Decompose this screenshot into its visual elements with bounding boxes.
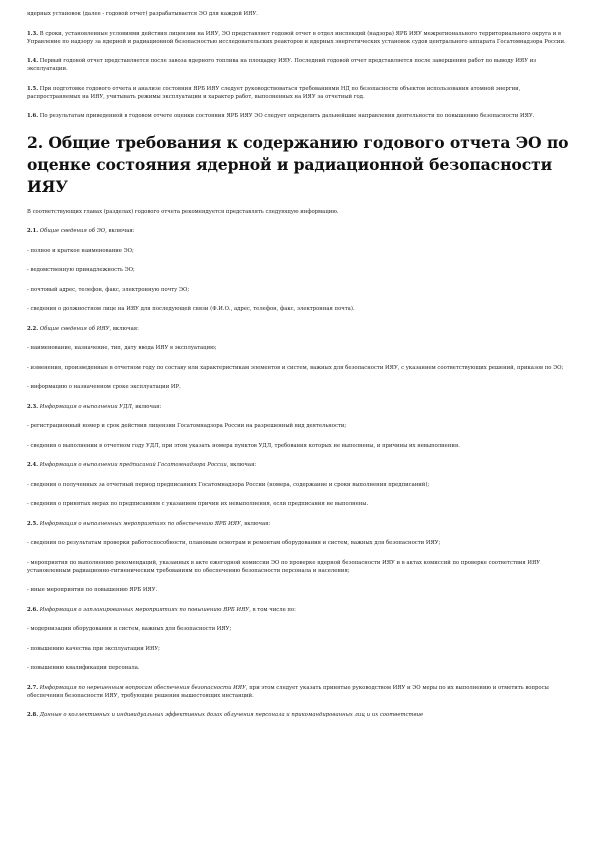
paragraph-continuation (27, 10, 569, 18)
paragraph-1-4 (27, 57, 569, 73)
list-item: - ведомственную принадлежность ЭО; (27, 267, 135, 273)
list-item: - наименование, назначение, тип, дату ввода ИЯУ в эксплуатацию; (27, 345, 217, 351)
list-item: - иные мероприятия по повышению ЯРБ ИЯУ. (27, 587, 158, 593)
clause-title: Общие сведения об ИЯУ (38, 325, 110, 332)
clause-number: 2.7. (27, 684, 39, 691)
list-item: - мероприятия по выполнению рекомендаций, указанных в акте ежегодной комиссии ЭО по проверке ядерной безопасности ИЯУ и в актах комиссий по проверке соответствия ИЯУ установленным радиационно-гигиеническим требованиям по обеспечению безопасности персонала и населения; (27, 559, 541, 574)
paragraph-text: Первый годовой отчет представляется после завоза ядерного топлива на площадку ИЯУ. Последний годовой отчет представляется после завершения работ по выводу ИЯУ из эксплуатации. (27, 58, 537, 72)
paragraph-1-3 (27, 30, 569, 46)
clause-suffix: , при этом следует указать принятые руководством ИЯУ и ЭО меры по их выполнению и отметить вопросы обеспечения безопасности ИЯУ, требующие решения вышестоящих инстанций. (27, 684, 549, 699)
paragraph-text: ядерных установок (далее - годовой отчет) разрабатывается ЭО для каждой ИЯУ. (27, 11, 258, 17)
clause-number: 2.4. (27, 462, 39, 468)
paragraph-text: В сроки, установленные условиями действия лицензии на ИЯУ, ЭО представляет годовой отчет в отдел инспекций (надзора) ЯРБ ИЯУ межрегионального территориального округа и в Управление по надзору за ядерной и радиационной безопасностью исследовательских реакторов и ядерных энергетических установок судов центрального аппарата Госатомнадзора России. (27, 30, 566, 45)
clause-2-4 (27, 461, 569, 469)
clause-2-7 (27, 684, 569, 700)
clause-title: Информация о запланированных мероприятиях по повышению ЯРБ ИЯУ (38, 606, 250, 613)
clause-number: 1.6. (27, 113, 39, 119)
clause-number: 2.3. (27, 403, 39, 410)
clause-2-5 (27, 520, 569, 528)
clause-number: 1.5. (27, 85, 39, 92)
clause-title: Данные о коллективных и индивидуальных эффективных дозах облучения персонала и прикомандированных лиц и их соответствие (38, 712, 424, 718)
clause-2-1 (27, 227, 569, 235)
clause-number: 2.5. (27, 520, 39, 527)
clause-number: 2.2. (27, 325, 39, 332)
section-heading: 2. Общие требования к содержанию годового отчета ЭО по оценке состояния ядерной и радиационной безопасности ИЯУ (27, 132, 569, 196)
clause-number: 2.8. (27, 712, 39, 718)
paragraph-1-6 (27, 112, 569, 120)
clause-title: Информация о выполненных мероприятиях по обеспечению ЯРБ ИЯУ (38, 520, 241, 527)
paragraph-text: При подготовке годового отчета и анализе состояния ЯРБ ИЯУ следует руководствоваться требованиями НД по безопасности объектов использования атомной энергии, распространяемых на ИЯУ, учитывать режимы эксплуатации и характер работ, выполненных на ИЯУ за отчетный год. (27, 85, 521, 100)
clause-2-2 (27, 325, 569, 333)
list-item: - регистрационный номер и срок действия лицензии Госатомнадзора России на разрешенный вид деятельности; (27, 423, 347, 429)
intro-paragraphs (27, 10, 569, 120)
requirements-list (27, 227, 569, 719)
list-item: - изменения, произведенные в отчетном году по составу или характеристикам элементов и систем, важных для безопасности ИЯУ, с указанием соответствующих решений, приказов по ЭО; (27, 364, 564, 371)
clause-suffix: , включая: (105, 228, 135, 234)
list-item: - почтовый адрес, телефон, факс, электронную почту ЭО; (27, 286, 190, 293)
clause-suffix: , включая: (109, 325, 139, 332)
list-item: - повышению качества при эксплуатации ИЯУ; (27, 645, 160, 652)
clause-suffix: , в том числе по: (249, 606, 296, 613)
clause-2-3 (27, 403, 569, 411)
list-item: - модернизации оборудования и систем, важных для безопасности ИЯУ; (27, 626, 232, 632)
clause-title: Информация о выполнении предписаний Госатомнадзора России (38, 462, 227, 468)
list-item: - повышению квалификации персонала. (27, 665, 140, 671)
clause-number: 2.6. (27, 606, 39, 613)
clause-suffix: , включая: (226, 462, 257, 468)
list-item: - информацию о назначенном сроке эксплуатации ИР. (27, 384, 181, 390)
list-item: - сведения о выполнении в отчетном году УДЛ, при этом указать номера пунктов УДЛ, требования которых не выполнены, и причины их невыполнения. (27, 442, 460, 449)
clause-2-6 (27, 606, 569, 614)
list-item: - сведения о должностном лице на ИЯУ для последующей связи (Ф.И.О., адрес, телефон, факс, электронная почта). (27, 306, 355, 312)
clause-suffix: , включая: (131, 403, 162, 410)
clause-number: 1.4. (27, 58, 39, 64)
list-item: - сведения о полученных за отчетный период предписаниях Госатомнадзора России (номера, содержание и сроки выполнения предписаний); (27, 481, 430, 488)
clause-number: 1.3. (27, 30, 39, 37)
clause-title: Общие сведения об ЭО (38, 228, 106, 234)
section-intro: В соответствующих главах (разделах) годового отчета рекомендуется представлять следующую информацию. (27, 208, 339, 215)
paragraph-1-5 (27, 85, 569, 101)
clause-title: Информация о выполнении УДЛ (38, 403, 132, 410)
paragraph-text: По результатам приведенной в годовом отчете оценки состояния ЯРБ ИЯУ ЭО следует определить дальнейшие направления деятельности по повышению безопасности ИЯУ. (38, 113, 535, 119)
clause-title: Информация по нерешенным вопросам обеспечения безопасности ИЯУ (38, 684, 246, 691)
clause-suffix: , включая: (240, 520, 271, 527)
list-item: - полное и краткое наименование ЭО; (27, 247, 134, 254)
list-item: - сведения по результатам проверки работоспособности, плановым осмотрам и ремонтам оборудования и систем, важных для безопасности ИЯУ; (27, 540, 441, 546)
clause-2-8 (27, 711, 569, 719)
list-item: - сведения о принятых мерах по предписаниям с указанием причин их невыполнения, если предписания не выполнены. (27, 501, 369, 507)
clause-number: 2.1. (27, 228, 39, 234)
